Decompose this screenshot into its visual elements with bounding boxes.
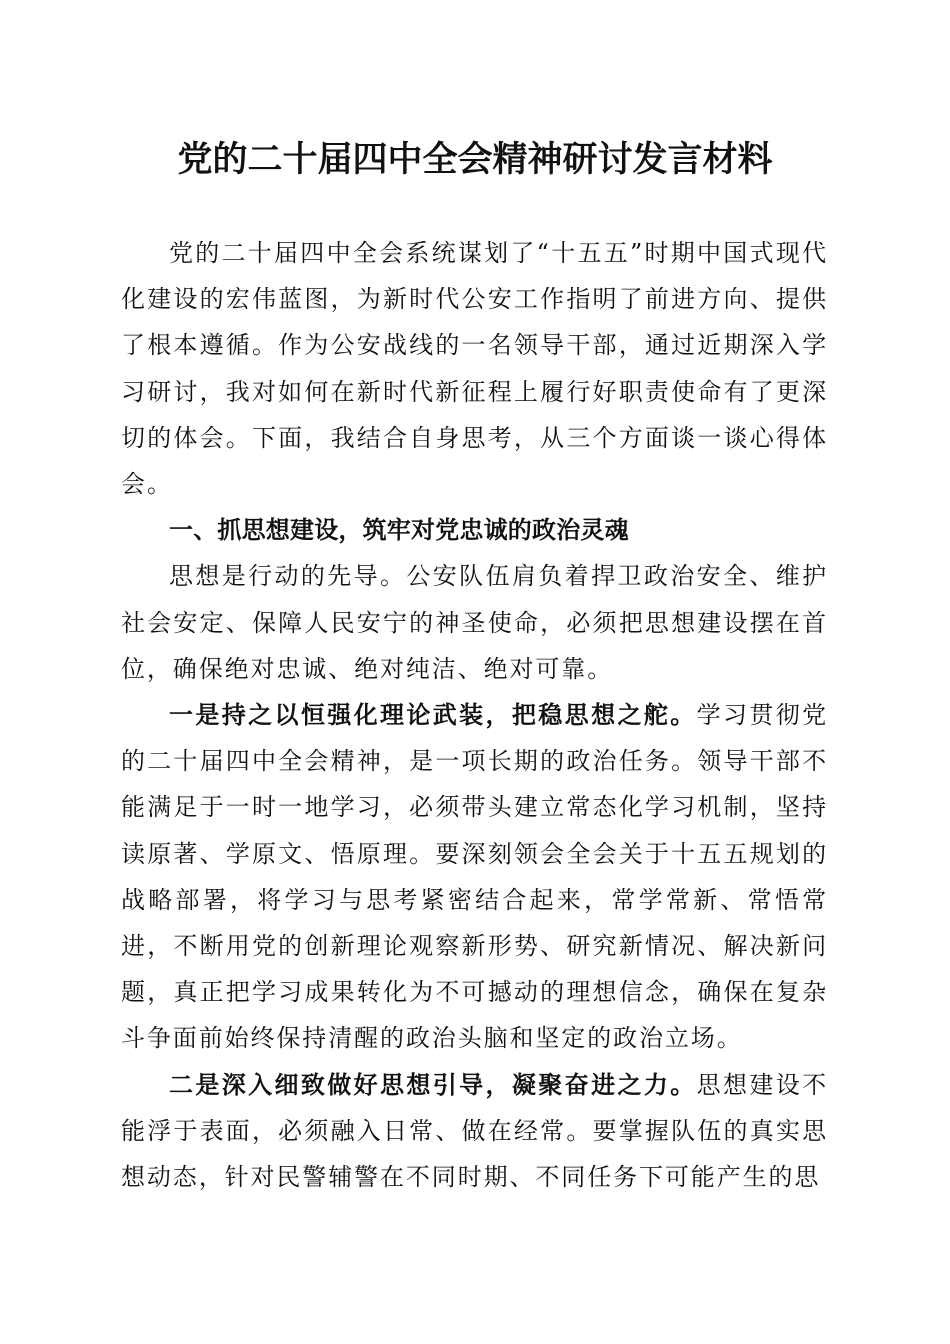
point-paragraph-2 — [121, 1062, 828, 1201]
section-heading: 一、抓思想建设，筑牢对党忠诚的政治灵魂 — [169, 516, 629, 545]
point-paragraph-1 — [121, 692, 828, 1062]
point-text-2: 思想建设不能浮于表面，必须融入日常、做在经常。要掌握队伍的真实思想动态，针对民警辅警在不同时期、不同任务下可能产生的思 — [121, 1070, 829, 1192]
section-paragraph: 思想是行动的先导。公安队伍肩负着捍卫政治安全、维护社会安定、保障人民安宁的神圣使命，必须把思想建设摆在首位，确保绝对忠诚、绝对纯洁、绝对可靠。 — [121, 562, 828, 683]
point-lead-1: 一是持之以恒强化理论武装，把稳思想之舵。 — [169, 700, 697, 730]
intro-paragraph: 党的二十届四中全会系统谋划了“十五五”时期中国式现代化建设的宏伟蓝图，为新时代公安工作指明了前进方向、提供了根本遵循。作为公安战线的一名领导干部，通过近期深入学习研讨，我对如何在新时代新征程上履行好职责使命有了更深切的体会。下面，我结合自身思考，从三个方面谈一谈心得体会。 — [121, 239, 828, 499]
document-title: 党的二十届四中全会精神研讨发言材料 — [177, 140, 773, 180]
point-lead-2: 二是深入细致做好思想引导，凝聚奋进之力。 — [169, 1069, 697, 1099]
point-text-1: 学习贯彻党的二十届四中全会精神，是一项长期的政治任务。领导干部不能满足于一时一地学习，必须带头建立常态化学习机制，坚持读原著、学原文、悟原理。要深刻领会全会关于十五五规划的战略部署，将学习与思考紧密结合起来，常学常新、常悟常进，不断用党的创新理论观察新形势、研究新情况、解决新问题，真正把学习成果转化为不可撼动的理想信念，确保在复杂斗争面前始终保持清醒的政治头脑和坚定的政治立场。 — [121, 701, 829, 1053]
document-body — [121, 230, 828, 1200]
